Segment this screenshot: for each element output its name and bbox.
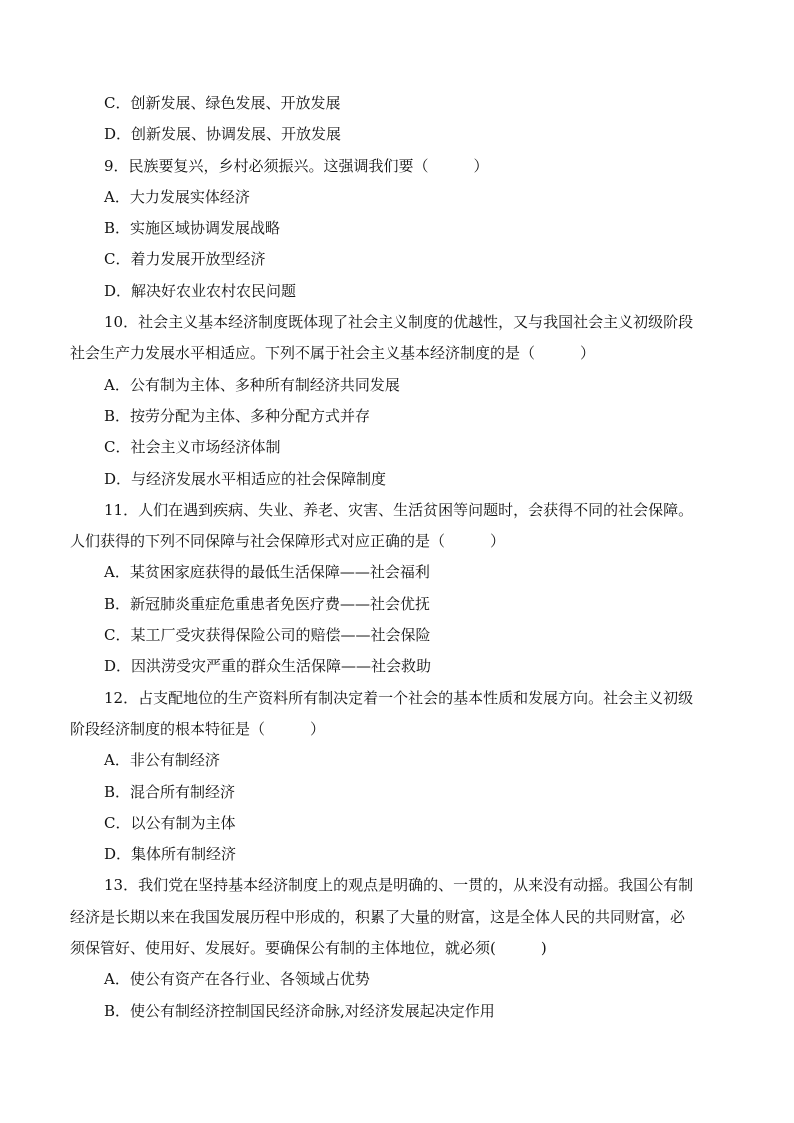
question-line: 9．民族要复兴，乡村必须振兴。这强调我们要（ ）: [104, 156, 489, 175]
answer-option: C．某工厂受灾获得保险公司的赔偿——社会保险: [104, 626, 431, 645]
answer-option: A．大力发展实体经济: [104, 187, 250, 206]
answer-option: C．以公有制为主体: [104, 813, 236, 832]
answer-option: B．混合所有制经济: [104, 782, 236, 801]
question-line: 13．我们党在坚持基本经济制度上的观点是明确的、一贯的，从来没有动摇。我国公有制: [104, 876, 694, 895]
question-stem: [70, 683, 726, 746]
answer-option: C．创新发展、绿色发展、开放发展: [104, 94, 341, 112]
answer-option: B．按劳分配为主体、多种分配方式并存: [104, 406, 371, 425]
answer-option: D．解决好农业农村农民问题: [104, 281, 297, 300]
answer-option: A．非公有制经济: [104, 751, 220, 770]
answer-option: D．因洪涝受灾严重的群众生活保障——社会救助: [104, 657, 432, 676]
answer-option: B．新冠肺炎重症危重患者免医疗费——社会优抚: [104, 594, 431, 613]
answer-option: C．着力发展开放型经济: [104, 250, 266, 269]
question-stem: [70, 870, 726, 964]
answer-option: A．某贫困家庭获得的最低生活保障——社会福利: [104, 563, 430, 582]
question-line: 12．占支配地位的生产资料所有制决定着一个社会的基本性质和发展方向。社会主义初级: [104, 688, 694, 707]
question-stem: [70, 307, 726, 370]
question-list: [70, 88, 726, 1027]
answer-option: A．公有制为主体、多种所有制经济共同发展: [104, 375, 400, 394]
answer-option: D．与经济发展水平相适应的社会保障制度: [104, 469, 387, 488]
answer-option: D．集体所有制经济: [104, 845, 237, 864]
answer-option: C．社会主义市场经济体制: [104, 438, 281, 457]
question-line: 11．人们在遇到疾病、失业、养老、灾害、生活贫困等问题时，会获得不同的社会保障。: [104, 500, 694, 519]
question-line: 阶段经济制度的根本特征是（ ）: [70, 719, 326, 738]
answer-option: D．创新发展、协调发展、开放发展: [104, 125, 342, 144]
answer-option: B．实施区域协调发展战略: [104, 219, 281, 238]
answer-option: A．使公有资产在各行业、各领域占优势: [104, 970, 370, 989]
question-line: 经济是长期以来在我国发展历程中形成的，积累了大量的财富，这是全体人民的共同财富，必: [70, 907, 686, 926]
answer-option: B．使公有制经济控制国民经济命脉,对经济发展起决定作用: [104, 1001, 495, 1020]
question-stem: [70, 151, 726, 182]
question-line: 须保管好、使用好、发展好。要确保公有制的主体地位，就必须( ): [70, 939, 547, 958]
question-line: 人们获得的下列不同保障与社会保障形式对应正确的是（ ）: [70, 532, 506, 551]
question-stem: [70, 495, 726, 558]
question-line: 社会生产力发展水平相适应。下列不属于社会主义基本经济制度的是（ ）: [70, 344, 596, 363]
question-line: 10．社会主义基本经济制度既体现了社会主义制度的优越性，又与我国社会主义初级阶段: [104, 313, 694, 332]
